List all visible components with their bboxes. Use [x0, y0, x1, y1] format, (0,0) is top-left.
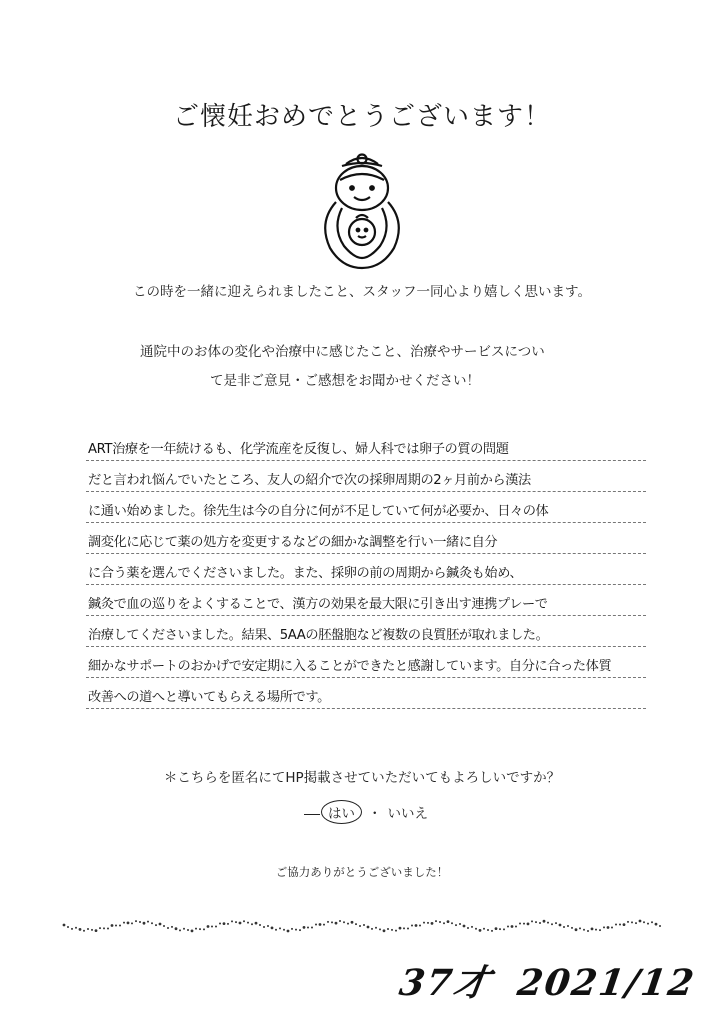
border-dot — [115, 925, 117, 927]
border-dot — [135, 920, 137, 922]
border-dot — [415, 924, 418, 927]
border-dot — [479, 929, 482, 932]
ruled-line — [86, 678, 646, 709]
border-dot — [111, 924, 114, 927]
border-dot — [611, 927, 613, 929]
border-dot — [171, 926, 173, 928]
border-dot — [103, 927, 105, 929]
handwritten-line: に通い始めました。徐先生は今の自分に何が不足していて何が必要か、日々の体 — [88, 504, 549, 519]
border-dot — [515, 926, 517, 928]
border-dot — [323, 924, 325, 926]
border-dot — [503, 928, 505, 930]
handwritten-line: ART治療を一年続けるも、化学流産を反復し、婦人科では卵子の質の問題 — [88, 442, 509, 457]
border-dot — [315, 924, 317, 926]
border-dot — [547, 922, 549, 924]
ruled-line — [86, 616, 646, 647]
handwritten-signature — [396, 955, 699, 1006]
border-dot — [347, 923, 349, 925]
border-dot — [595, 929, 597, 931]
ruled-line — [86, 430, 646, 461]
border-dot — [431, 922, 434, 925]
border-dot — [599, 929, 601, 931]
border-dot — [647, 923, 649, 925]
border-dot — [507, 926, 509, 928]
border-dot — [551, 923, 553, 925]
border-dot — [75, 927, 77, 929]
feedback-request — [140, 338, 590, 396]
border-dot — [107, 928, 109, 930]
border-dot — [339, 920, 341, 922]
border-dot — [183, 928, 185, 930]
border-dot — [627, 921, 629, 923]
border-dot — [411, 925, 413, 927]
border-dot — [303, 926, 306, 929]
border-dot — [651, 921, 653, 923]
border-dot — [187, 929, 189, 931]
border-dot — [523, 923, 525, 925]
border-dot — [239, 922, 242, 925]
thanks-message: ご協力ありがとうございました！ — [275, 865, 449, 879]
publication-answer — [304, 800, 428, 824]
ruled-line — [86, 461, 646, 492]
border-dot — [587, 930, 589, 932]
border-dot — [263, 926, 265, 928]
border-dot — [175, 927, 178, 930]
border-dot — [203, 928, 205, 930]
border-dot — [287, 930, 290, 933]
border-dot — [455, 924, 457, 926]
border-dot — [643, 921, 645, 923]
border-dot — [583, 929, 585, 931]
border-dot — [211, 926, 213, 928]
request-line-2: て是非ご意見・ご感想をお聞かせください！ — [210, 373, 480, 389]
ruled-line — [86, 523, 646, 554]
border-dot — [163, 925, 165, 927]
border-dot — [191, 930, 194, 933]
border-dot — [207, 925, 210, 928]
border-dot — [91, 929, 93, 931]
border-dot — [151, 922, 153, 924]
subtitle: この時を一緒に迎えられましたこと、スタッフ一同心より嬉しく思います。 — [133, 284, 591, 300]
border-dot — [439, 921, 441, 923]
border-dot — [375, 927, 377, 929]
border-dot — [451, 922, 453, 924]
border-dot — [499, 928, 501, 930]
border-dot — [291, 928, 293, 930]
border-dot — [79, 928, 82, 931]
border-dot — [531, 920, 533, 922]
answer-yes-circled[interactable]: はい — [321, 800, 362, 824]
border-dot — [235, 921, 237, 923]
border-dot — [459, 923, 461, 925]
border-dot — [247, 922, 249, 924]
answer-separator: ・ — [368, 806, 382, 822]
border-dot — [283, 929, 285, 931]
border-dot — [95, 929, 98, 932]
border-dot — [383, 929, 386, 932]
mother-baby-logo-icon — [312, 150, 412, 275]
check-dash-mark — [304, 814, 320, 815]
border-dot — [495, 927, 498, 930]
border-dot — [231, 920, 233, 922]
border-dot — [319, 923, 322, 926]
border-dot — [391, 929, 393, 931]
border-dot — [223, 922, 226, 925]
border-dot — [571, 927, 573, 929]
border-dot — [575, 928, 578, 931]
border-dot — [407, 928, 409, 930]
border-dot — [147, 921, 149, 923]
answer-no[interactable]: いいえ — [387, 806, 428, 822]
border-dot — [603, 926, 605, 928]
border-dot — [399, 927, 402, 930]
border-dot — [619, 924, 621, 926]
border-dot — [363, 924, 365, 926]
border-dot — [539, 922, 541, 924]
border-dot — [155, 924, 157, 926]
border-dot — [67, 926, 69, 928]
handwritten-line: 改善への道へと導いてもらえる場所です。 — [88, 690, 330, 705]
border-dot — [311, 927, 313, 929]
border-dot — [487, 929, 489, 931]
handwritten-comment-area — [86, 430, 646, 709]
border-dot — [471, 926, 473, 928]
border-dot — [527, 923, 530, 926]
border-dot — [427, 922, 429, 924]
border-dot — [639, 920, 642, 923]
border-dot — [355, 923, 357, 925]
border-dot — [255, 922, 258, 925]
border-dot — [159, 923, 162, 926]
border-dot — [307, 927, 309, 929]
border-dot — [559, 924, 562, 927]
border-dot — [343, 921, 345, 923]
border-dot — [563, 926, 565, 928]
border-dot — [535, 921, 537, 923]
border-dot — [591, 928, 594, 931]
border-dot — [259, 924, 261, 926]
ruled-line — [86, 647, 646, 678]
handwritten-line: だと言われ悩んでいたところ、友人の紹介で次の採卵周期の2ヶ月前から漢法 — [88, 473, 531, 488]
handwritten-line: に合う薬を選んでくださいました。また、採卵の前の周期から鍼灸も始め、 — [88, 566, 523, 581]
border-dot — [555, 922, 557, 924]
handwritten-line: 鍼灸で血の巡りをよくすることで、漢方の効果を最大限に引き出す連携プレーで — [88, 597, 548, 612]
border-dot — [579, 927, 581, 929]
handwritten-line: 細かなサポートのおかげで安定期に入ることができたと感謝しています。自分に合った体質 — [88, 659, 612, 674]
border-dot — [635, 922, 637, 924]
border-dot — [395, 930, 397, 932]
handwritten-line: 治療してくださいました。結果、5AAの胚盤胞など複数の良質胚が取れました。 — [88, 628, 549, 643]
border-dot — [295, 929, 297, 931]
border-dot — [607, 926, 610, 929]
publication-question: ＊こちらを匿名にてHP掲載させていただいてもよろしいですか？ — [163, 770, 561, 786]
border-dot — [143, 922, 146, 925]
border-dot — [379, 928, 381, 930]
signature-date: 2021/12 — [514, 962, 699, 1004]
border-dot — [131, 922, 133, 924]
border-dot — [335, 922, 338, 925]
border-dot — [367, 926, 370, 929]
handwritten-line: 調変化に応じて薬の処方を変更するなどの細かな調整を行い一緒に自分 — [88, 535, 498, 550]
border-dot — [483, 928, 485, 930]
border-dot — [219, 923, 221, 925]
border-dot — [99, 927, 101, 929]
border-dot — [615, 924, 617, 926]
ruled-line — [86, 554, 646, 585]
border-dot — [227, 923, 229, 925]
border-dot — [63, 924, 66, 927]
border-dot — [463, 925, 466, 928]
border-dot — [447, 920, 450, 923]
border-dot — [215, 926, 217, 928]
border-dot — [511, 925, 514, 928]
border-dot — [371, 928, 373, 930]
ruled-line — [86, 492, 646, 523]
border-dot — [387, 928, 389, 930]
border-dot — [83, 930, 85, 932]
request-line-1: 通院中のお体の変化や治療中に感じたこと、治療やサービスについ — [140, 344, 545, 360]
border-dot — [475, 928, 477, 930]
border-dot — [543, 920, 546, 923]
border-dot — [403, 927, 405, 929]
border-dot — [631, 921, 633, 923]
border-dot — [71, 928, 73, 930]
border-dot — [87, 928, 89, 930]
border-dot — [179, 929, 181, 931]
border-dot — [423, 922, 425, 924]
border-dot — [119, 925, 121, 927]
border-dot — [567, 925, 569, 927]
border-dot — [659, 925, 661, 927]
border-dot — [419, 925, 421, 927]
border-dot — [327, 921, 329, 923]
border-dot — [167, 927, 169, 929]
border-dot — [279, 927, 281, 929]
border-dot — [519, 923, 521, 925]
border-dot — [623, 923, 626, 926]
border-dot — [123, 922, 125, 924]
border-dot — [443, 922, 445, 924]
border-dot — [331, 921, 333, 923]
border-dot — [351, 921, 354, 924]
signature-age: 37才 — [396, 962, 495, 1004]
border-dot — [251, 923, 253, 925]
border-dot — [655, 923, 658, 926]
border-dot — [435, 920, 437, 922]
border-dot — [467, 927, 469, 929]
border-dot — [271, 927, 274, 930]
border-dot — [267, 925, 269, 927]
border-dot — [199, 928, 201, 930]
border-dot — [299, 929, 301, 931]
border-dot — [243, 920, 245, 922]
border-dot — [491, 930, 493, 932]
border-dot — [275, 929, 277, 931]
ruled-line — [86, 585, 646, 616]
border-dot — [359, 925, 361, 927]
border-dot — [195, 928, 197, 930]
decorative-dotted-border — [60, 912, 670, 942]
border-dot — [127, 922, 130, 925]
border-dot — [139, 921, 141, 923]
page-title: ご懐妊おめでとうございます！ — [172, 102, 551, 132]
